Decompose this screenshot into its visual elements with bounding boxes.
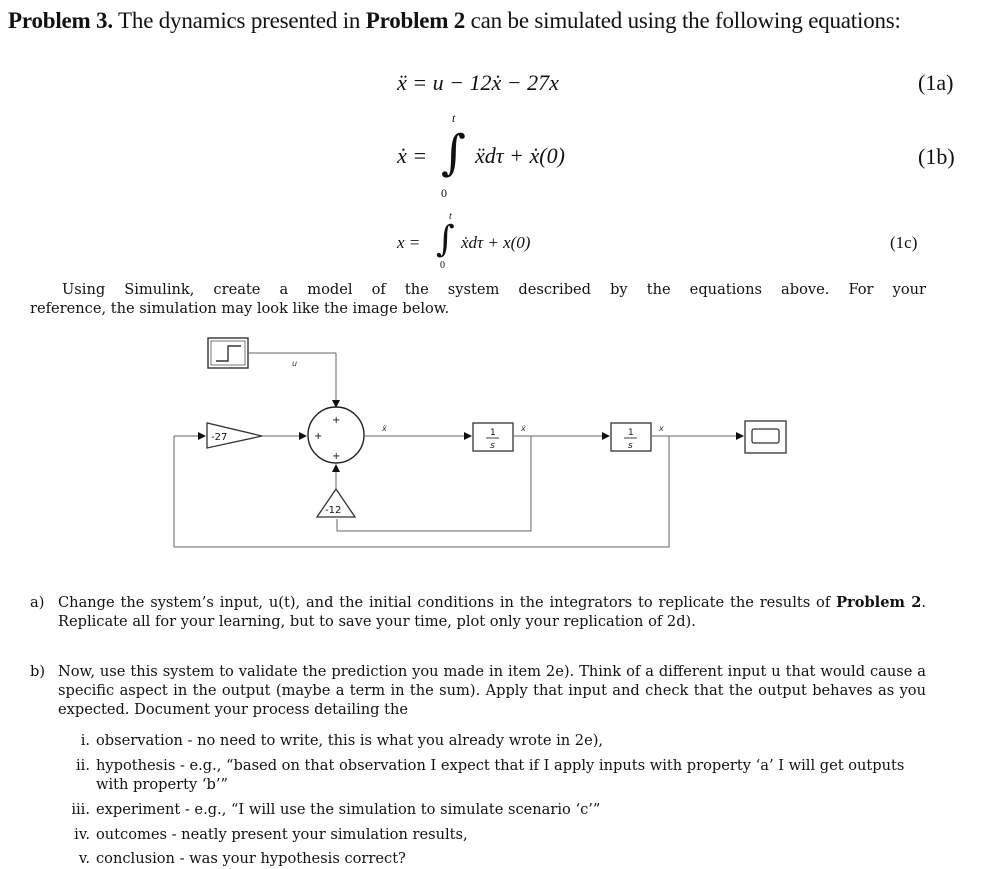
scope-block	[745, 421, 786, 453]
integrator2-den: s	[628, 441, 633, 451]
sum-plus-top: +	[332, 415, 341, 426]
subitem-v-marker: v.	[78, 850, 90, 867]
subitem-iii-text: experiment - e.g., “I will use the simulation to simulate scenario ‘c’”	[96, 801, 601, 818]
integrator-block-2	[611, 423, 651, 451]
subitem-iv-text: outcomes - neatly present your simulation results,	[96, 826, 468, 843]
item-a-bold: Problem 2	[836, 594, 922, 611]
subitem-iv-marker: iv.	[74, 826, 90, 843]
gain-label-12: -12	[325, 505, 342, 516]
problem-label: Problem 3.	[8, 8, 113, 33]
eq1c-integrand: ẋdτ + x(0)	[461, 233, 531, 252]
integrator2-num: 1	[628, 428, 634, 438]
eq1a-rhs: u − 12ẋ − 27x	[432, 70, 559, 95]
signal-label-xdot: ẋ	[521, 424, 526, 433]
eq1b-upper-limit: t	[452, 111, 456, 125]
signal-label-xddot: ẍ	[382, 424, 387, 433]
item-b-marker: b)	[30, 663, 46, 680]
sum-plus-bottom: +	[332, 451, 341, 462]
gain-block-27	[207, 423, 262, 448]
description-line-1: Using Simulink, create a model of the system described by the equations above. For your	[62, 281, 926, 298]
description-line-2: reference, the simulation may look like the image below.	[30, 300, 450, 317]
signal-label-u: u	[292, 359, 298, 368]
eq1b-lhs: ẋ =	[397, 143, 428, 168]
integrator1-num: 1	[490, 428, 496, 438]
item-a	[30, 593, 926, 631]
equation-number-1b: (1b)	[918, 144, 955, 169]
eq1b-lower-limit: 0	[441, 186, 447, 200]
eq1c-upper-limit: t	[449, 211, 452, 222]
subitem-i	[60, 731, 926, 750]
subitem-i-marker: i.	[80, 732, 90, 749]
step-block	[208, 338, 248, 368]
item-a-text-pre: Change the system’s input, u(t), and the initial conditions in the integrators to replicate the results of	[58, 594, 837, 611]
subitem-i-text: observation - no need to write, this is what you already wrote in 2e),	[96, 732, 604, 749]
subitem-v	[60, 849, 926, 868]
intro-post: can be simulated using the following equations:	[465, 8, 901, 33]
integrator1-den: s	[490, 441, 495, 451]
integrator-block-1	[473, 423, 513, 451]
integral-sign-1b: ∫	[441, 125, 467, 181]
sum-block	[308, 407, 364, 463]
gain-block-12	[317, 489, 355, 517]
subitem-iii-marker: iii.	[71, 801, 90, 818]
feedback-line-x	[174, 436, 669, 547]
subitem-v-text: conclusion - was your hypothesis correct?	[96, 850, 406, 867]
intro-ref: Problem 2	[365, 8, 466, 33]
signal-label-x: x	[659, 424, 664, 433]
subitem-iv	[60, 825, 926, 844]
item-a-marker: a)	[30, 594, 45, 611]
eq1c-lower-limit: 0	[440, 260, 445, 271]
subitem-ii-marker: ii.	[76, 757, 90, 774]
subitem-iii	[60, 800, 926, 819]
item-b-text: Now, use this system to validate the prediction you made in item 2e). Think of a different input u that would cause a specific aspect in the output (maybe a term in the sum). Apply that input and check that the output behaves as you expected. Document your process detailing the	[58, 663, 926, 718]
eq1a-lhs: ẍ =	[397, 70, 433, 95]
eq1c-lhs: x =	[397, 233, 421, 252]
item-b	[30, 662, 926, 719]
item-a-text-post: . Replicate all for your learning, but to save your time, plot only your replication of 2d).	[58, 594, 926, 630]
subitem-ii-text: hypothesis - e.g., “based on that observation I expect that if I apply inputs with property ‘a’ I will get outputs with property ‘b’”	[96, 757, 905, 793]
integral-sign-1c: ∫	[436, 219, 455, 260]
equation-number-1a: (1a)	[918, 70, 954, 95]
sum-plus-left: +	[314, 431, 323, 442]
subitem-ii	[60, 756, 926, 794]
intro-pre: The dynamics presented in	[112, 8, 366, 33]
gain-label-27: -27	[211, 432, 228, 443]
equation-number-1c: (1c)	[890, 233, 918, 252]
eq1b-integrand: ẍdτ + ẋ(0)	[475, 143, 565, 168]
